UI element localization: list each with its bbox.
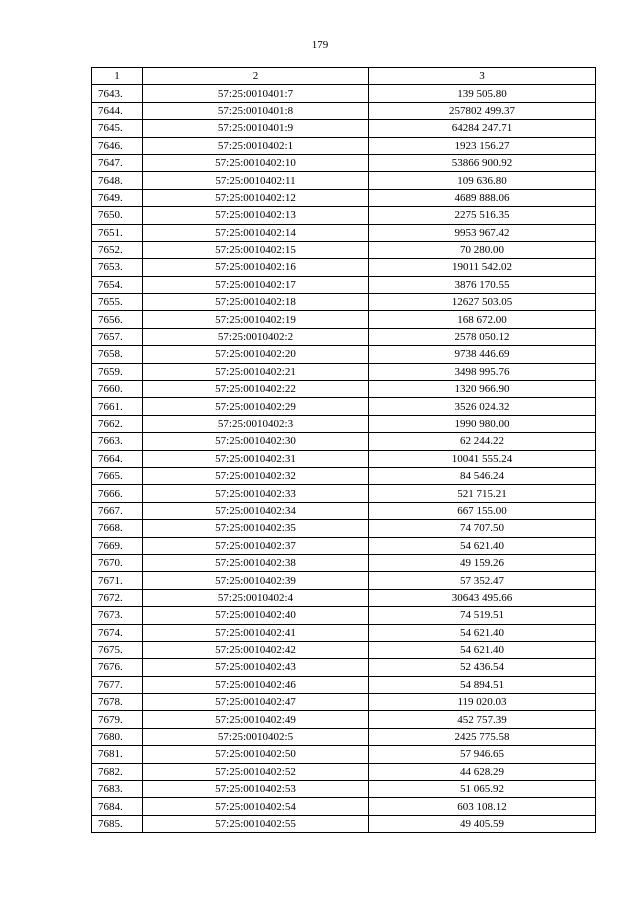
value-cell: 57 946.65 [369,746,596,763]
cadastral-number-cell: 57:25:0010402:22 [143,381,369,398]
value-cell: 3876 170.55 [369,276,596,293]
table-row [92,554,596,571]
table-row [92,572,596,589]
table-row [92,137,596,154]
row-number-cell: 7663. [92,433,143,450]
cadastral-number-cell: 57:25:0010402:38 [143,554,369,571]
cadastral-number-cell: 57:25:0010402:19 [143,311,369,328]
cadastral-number-cell: 57:25:0010402:30 [143,433,369,450]
value-cell: 1320 966.90 [369,381,596,398]
table-row [92,259,596,276]
cadastral-number-cell: 57:25:0010402:16 [143,259,369,276]
table-row [92,676,596,693]
value-cell: 452 757.39 [369,711,596,728]
row-number-cell: 7646. [92,137,143,154]
table-row [92,207,596,224]
row-number-cell: 7670. [92,554,143,571]
cadastral-number-cell: 57:25:0010402:17 [143,276,369,293]
table-row [92,294,596,311]
cadastral-number-cell: 57:25:0010402:54 [143,798,369,815]
cadastral-number-cell: 57:25:0010402:42 [143,641,369,658]
table-row [92,85,596,102]
table-row [92,467,596,484]
value-cell: 4689 888.06 [369,189,596,206]
row-number-cell: 7651. [92,224,143,241]
row-number-cell: 7650. [92,207,143,224]
table-row [92,102,596,119]
cadastral-number-cell: 57:25:0010402:32 [143,467,369,484]
cadastral-number-cell: 57:25:0010402:31 [143,450,369,467]
row-number-cell: 7643. [92,85,143,102]
value-cell: 2275 516.35 [369,207,596,224]
row-number-cell: 7677. [92,676,143,693]
column-header-2: 2 [143,68,369,85]
row-number-cell: 7674. [92,624,143,641]
row-number-cell: 7681. [92,746,143,763]
table-row [92,589,596,606]
row-number-cell: 7666. [92,485,143,502]
row-number-cell: 7653. [92,259,143,276]
cadastral-number-cell: 57:25:0010402:2 [143,328,369,345]
value-cell: 9738 446.69 [369,346,596,363]
row-number-cell: 7648. [92,172,143,189]
row-number-cell: 7657. [92,328,143,345]
row-number-cell: 7654. [92,276,143,293]
row-number-cell: 7652. [92,241,143,258]
cadastral-number-cell: 57:25:0010402:47 [143,694,369,711]
cadastral-number-cell: 57:25:0010401:7 [143,85,369,102]
value-cell: 521 715.21 [369,485,596,502]
row-number-cell: 7645. [92,120,143,137]
value-cell: 74 519.51 [369,607,596,624]
cadastral-number-cell: 57:25:0010402:39 [143,572,369,589]
row-number-cell: 7660. [92,381,143,398]
cadastral-number-cell: 57:25:0010402:3 [143,415,369,432]
value-cell: 49 159.26 [369,554,596,571]
value-cell: 257802 499.37 [369,102,596,119]
table-row [92,398,596,415]
row-number-cell: 7678. [92,694,143,711]
value-cell: 52 436.54 [369,659,596,676]
value-cell: 139 505.80 [369,85,596,102]
row-number-cell: 7680. [92,728,143,745]
value-cell: 51 065.92 [369,781,596,798]
value-cell: 119 020.03 [369,694,596,711]
table-row [92,346,596,363]
table-row [92,537,596,554]
row-number-cell: 7668. [92,520,143,537]
cadastral-number-cell: 57:25:0010402:18 [143,294,369,311]
cadastral-number-cell: 57:25:0010402:12 [143,189,369,206]
row-number-cell: 7665. [92,467,143,484]
table-row [92,641,596,658]
value-cell: 10041 555.24 [369,450,596,467]
table-row [92,763,596,780]
cadastral-number-cell: 57:25:0010402:40 [143,607,369,624]
row-number-cell: 7658. [92,346,143,363]
value-cell: 64284 247.71 [369,120,596,137]
value-cell: 74 707.50 [369,520,596,537]
table-row [92,485,596,502]
table-row [92,450,596,467]
cadastral-number-cell: 57:25:0010402:5 [143,728,369,745]
table-row [92,520,596,537]
value-cell: 57 352.47 [369,572,596,589]
cadastral-number-cell: 57:25:0010402:29 [143,398,369,415]
row-number-cell: 7659. [92,363,143,380]
cadastral-number-cell: 57:25:0010402:1 [143,137,369,154]
cadastral-number-cell: 57:25:0010402:10 [143,154,369,171]
cadastral-number-cell: 57:25:0010402:43 [143,659,369,676]
row-number-cell: 7685. [92,815,143,832]
row-number-cell: 7661. [92,398,143,415]
cadastral-number-cell: 57:25:0010402:21 [143,363,369,380]
row-number-cell: 7676. [92,659,143,676]
value-cell: 1990 980.00 [369,415,596,432]
table-row [92,746,596,763]
cadastral-number-cell: 57:25:0010402:37 [143,537,369,554]
table-row [92,624,596,641]
table-row [92,328,596,345]
value-cell: 49 405.59 [369,815,596,832]
row-number-cell: 7649. [92,189,143,206]
table-row [92,798,596,815]
table-row [92,381,596,398]
value-cell: 70 280.00 [369,241,596,258]
column-header-3: 3 [369,68,596,85]
row-number-cell: 7672. [92,589,143,606]
table-row [92,607,596,624]
value-cell: 2578 050.12 [369,328,596,345]
row-number-cell: 7679. [92,711,143,728]
table-row [92,502,596,519]
table-row [92,711,596,728]
row-number-cell: 7647. [92,154,143,171]
cadastral-number-cell: 57:25:0010402:33 [143,485,369,502]
row-number-cell: 7675. [92,641,143,658]
value-cell: 19011 542.02 [369,259,596,276]
value-cell: 109 636.80 [369,172,596,189]
table-header-row [92,68,596,85]
value-cell: 168 672.00 [369,311,596,328]
cadastral-number-cell: 57:25:0010402:11 [143,172,369,189]
value-cell: 54 894.51 [369,676,596,693]
cadastral-number-cell: 57:25:0010401:9 [143,120,369,137]
cadastral-number-cell: 57:25:0010402:41 [143,624,369,641]
value-cell: 54 621.40 [369,624,596,641]
cadastral-number-cell: 57:25:0010402:52 [143,763,369,780]
cadastral-number-cell: 57:25:0010402:50 [143,746,369,763]
value-cell: 603 108.12 [369,798,596,815]
cadastral-number-cell: 57:25:0010402:49 [143,711,369,728]
value-cell: 53866 900.92 [369,154,596,171]
cadastral-number-cell: 57:25:0010402:53 [143,781,369,798]
cadastral-number-cell: 57:25:0010402:15 [143,241,369,258]
table-row [92,815,596,832]
table-row [92,728,596,745]
row-number-cell: 7664. [92,450,143,467]
row-number-cell: 7667. [92,502,143,519]
table-row [92,363,596,380]
value-cell: 1923 156.27 [369,137,596,154]
table-row [92,415,596,432]
row-number-cell: 7669. [92,537,143,554]
row-number-cell: 7644. [92,102,143,119]
table-row [92,781,596,798]
value-cell: 3498 995.76 [369,363,596,380]
cadastral-number-cell: 57:25:0010402:20 [143,346,369,363]
value-cell: 2425 775.58 [369,728,596,745]
row-number-cell: 7684. [92,798,143,815]
table-row [92,172,596,189]
value-cell: 62 244.22 [369,433,596,450]
cadastral-number-cell: 57:25:0010402:35 [143,520,369,537]
value-cell: 12627 503.05 [369,294,596,311]
cadastral-number-cell: 57:25:0010401:8 [143,102,369,119]
cadastral-number-cell: 57:25:0010402:34 [143,502,369,519]
table-row [92,120,596,137]
row-number-cell: 7671. [92,572,143,589]
cadastral-number-cell: 57:25:0010402:13 [143,207,369,224]
value-cell: 54 621.40 [369,641,596,658]
cadastral-number-cell: 57:25:0010402:46 [143,676,369,693]
row-number-cell: 7656. [92,311,143,328]
row-number-cell: 7673. [92,607,143,624]
cadastral-table [91,67,596,833]
table-row [92,276,596,293]
table-row [92,154,596,171]
table-row [92,659,596,676]
row-number-cell: 7662. [92,415,143,432]
value-cell: 84 546.24 [369,467,596,484]
value-cell: 44 628.29 [369,763,596,780]
value-cell: 667 155.00 [369,502,596,519]
page-number: 179 [311,39,329,51]
row-number-cell: 7655. [92,294,143,311]
value-cell: 30643 495.66 [369,589,596,606]
value-cell: 54 621.40 [369,537,596,554]
column-header-1: 1 [92,68,143,85]
row-number-cell: 7683. [92,781,143,798]
cadastral-number-cell: 57:25:0010402:55 [143,815,369,832]
cadastral-number-cell: 57:25:0010402:4 [143,589,369,606]
table-row [92,311,596,328]
table-body [92,85,596,833]
table-row [92,224,596,241]
table-row [92,189,596,206]
row-number-cell: 7682. [92,763,143,780]
table-row [92,694,596,711]
value-cell: 3526 024.32 [369,398,596,415]
cadastral-number-cell: 57:25:0010402:14 [143,224,369,241]
value-cell: 9953 967.42 [369,224,596,241]
table-row [92,241,596,258]
table-row [92,433,596,450]
